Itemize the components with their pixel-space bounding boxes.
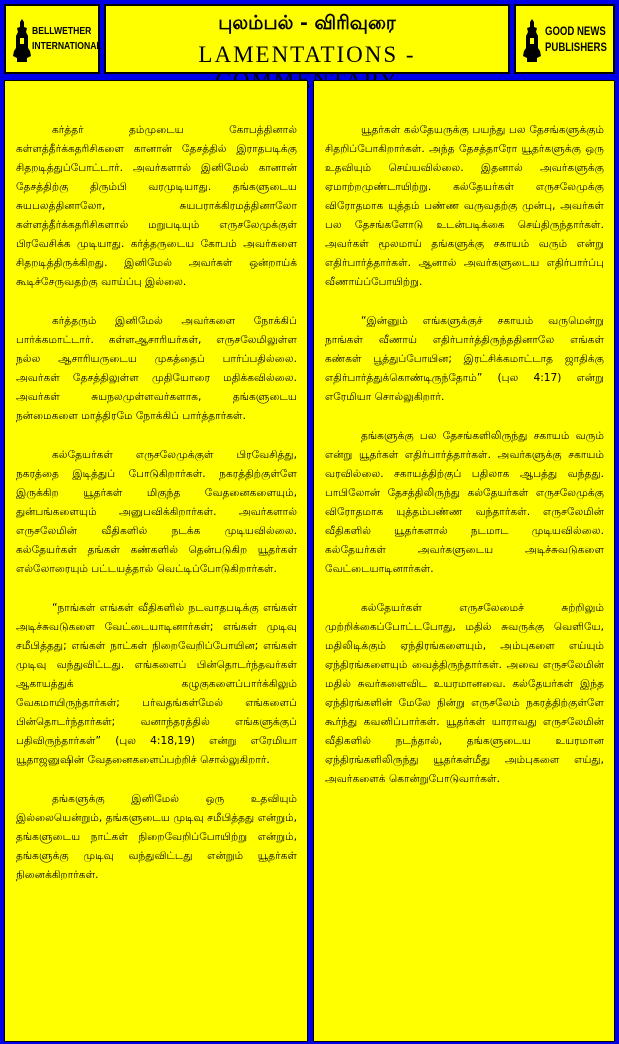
left-paragraph-5: தங்களுக்கு இனிமேல் ஒரு உதவியும் இல்லையென்றும், தங்களுடைய முடிவு சமீபித்தது என்றும், தங்களுடைய நாட்கள் நிறைவேறிப்போயிற்று என்றும், தங்களுக்கு முடிவு வந்துவிட்டது என்றும் யூதர்கள் நினைக்கிறார்கள்.	[16, 793, 297, 881]
logo-right	[514, 4, 615, 74]
left-paragraph-1: கர்த்தர் தம்முடைய கோபத்தினால் கள்ளத்தீர்க்கதரிசிகளை கானான் தேசத்தில் இராதபடிக்கு சிதறடித்துப்போட்டார். அவர்களால் இனிமேல் கானான் தேசத்திற்கு திரும்பி வரமுடியாது. தங்களுடைய சுயபலத்தினாலோ, சுயபராக்கிரமத்தினாலோ கள்ளத்தீர்க்கதரிசிகளால் மறுபடியும் எருசலேமுக்குள் பிரவேசிக்க முடியாது. கர்த்தருடைய கோபம் அவர்களை சிதறடித்திருக்கிறது. இனிமேல் அவர்கள் ஒன்றாய்க் கூடிச்சேருவதற்கு வாய்ப்பு இல்லை.	[16, 124, 297, 288]
publisher-icon	[521, 18, 543, 64]
left-paragraph-2: கர்த்தரும் இனிமேல் அவர்களை நோக்கிப் பார்க்கமாட்டார். கள்ளஆசாரியர்கள், எருசலேமிலுள்ள நல்ல ஆசாரியருடைய முகத்தைப் பார்ப்பதில்லை. அவர்கள் தேசத்திலுள்ள முதியோரை மதிக்கவில்லை. அவர்கள் சுயநலமுள்ளவர்களாக, தங்களுடைய நன்மைகளை மாத்திரமே நோக்கிப் பார்த்தார்கள்.	[16, 315, 297, 422]
logo-left-line2: INTERNATIONAL	[32, 40, 102, 52]
page-header	[104, 4, 510, 74]
left-column	[4, 80, 308, 1042]
right-paragraph-3: தங்களுக்கு பல தேசங்களிலிருந்து சகாயம் வரும் என்று யூதர்கள் எதிர்பார்த்தார்கள். அவர்களுக்கு சகாயம் வரவில்லை. சகாயத்திற்குப் பதிலாக ஆபத்து வந்தது. பாபிலோன் தேசத்திலிருந்து கல்தேயர்கள் எருசலேமுக்கு விரோதமாக யுத்தம்பண்ண வந்தார்கள். எருசலேமின் வீதிகளில் யூதர்களால் நடமாட முடியவில்லை. கல்தேயர்கள் அவர்களுடைய அடிச்சுவடுகளை வேட்டையாடினார்கள்.	[325, 430, 604, 575]
left-paragraph-4: “நாங்கள் எங்கள் வீதிகளில் நடவாதபடிக்கு எங்கள் அடிச்சுவடுகளை வேட்டையாடினார்கள்; எங்கள் முடிவு சமீபித்தது; எங்கள் நாட்கள் நிறைவேறிப்போயின; எங்கள் முடிவு வந்துவிட்டது. எங்களைப் பின்தொடர்ந்தவர்கள் ஆகாயத்துக் கழுகுகளைப்பார்க்கிலும் வேகமாயிருந்தார்கள்; பர்வதங்கள்மேல் எங்களைப் பின்தொடர்ந்தார்கள்; வனாந்தரத்தில் எங்களுக்குப் பதிவிருந்தார்கள்” (புல 4:18,19) என்று எரேமியா யூதாஜனுஷின் வேதனைகளைப்பற்றிச் சொல்லுகிறார்.	[16, 602, 297, 766]
right-paragraph-2: “இன்னும் எங்களுக்குச் சகாயம் வருமென்று நாங்கள் வீணாய் எதிர்பார்த்திருந்ததினாலே எங்கள் கண்கள் பூத்துப்போயின; இரட்சிக்கமாட்டாத ஜாதிக்கு எதிர்பார்த்துக்கொண்டிருந்தோம்” (புல 4:17) என்று எரேமியா சொல்லுகிறார்.	[325, 315, 604, 403]
left-paragraph-3: கல்தேயர்கள் எருசலேமுக்குள் பிரவேசித்து, நகரத்தை இடித்துப் போடுகிறார்கள். நகரத்திற்குள்ளே இருக்கிற யூதர்கள் மிகுந்த வேதனைகளையும், துன்பங்களையும் அனுபவிக்கிறார்கள். அவர்களால் எருசலேமின் வீதிகளில் நடக்க முடியவில்லை. கல்தேயர்கள் தங்கள் கண்களில் தென்படுகிற யூதர்கள் எல்லோரையும் பட்டயத்தால் வெட்டிப்போடுகிறார்கள்.	[16, 449, 297, 575]
logo-right-line1: GOOD NEWS	[545, 24, 606, 38]
logo-left	[4, 4, 100, 74]
right-paragraph-1: யூதர்கள் கல்தேயருக்கு பயந்து பல தேசங்களுக்கும் சிதறிப்போகிறார்கள். அந்த தேசத்தாரோ யூதர்களுக்கு ஒரு உதவியும் செய்யவில்லை. இதனால் அவர்களுக்கு ஏமாற்றமுண்டாயிற்று. கல்தேயர்கள் எருசலேமுக்கு விரோதமாக யுத்தம் பண்ண வருவதற்கு முன்பு, அவர்கள் பல தேசங்களோடு உடன்படிக்கை செய்திருந்தார்கள். அவர்கள் மூலமாய் தங்களுக்கு சகாயம் வரும் என்று எதிர்பார்த்தார்கள். ஆனால் அவர்களுடைய எதிர்பார்ப்பு வீணாய்ப்போயிற்று.	[325, 124, 604, 288]
bellwether-icon	[11, 18, 33, 64]
right-column	[313, 80, 615, 1042]
page-title-english: LAMENTATIONS -	[198, 42, 416, 67]
logo-right-line2: PUBLISHERS	[545, 40, 607, 54]
right-paragraph-4: கல்தேயர்கள் எருசலேமைச் சுற்றிலும் முற்றிக்கைப்போட்டபோது, மதில் சுவருக்கு வெளியே, மதிலிடிக்கும் ஏந்திரங்களையும், அம்புகளை எய்யும் ஏந்திரங்களையும் வைத்திருந்தார்கள். அவை எருசலேமின் மதில் சுவர்களைவிட உயரமானவை. கல்தேயர்கள் இந்த ஏந்திரங்களின் மேலே நின்று எருசலேம் நகரத்திற்குள்ளே கூர்ந்து கவனிப்பார்கள். யூதர்கள் யாராவது எருசலேமின் வீதிகளில் நடந்தால், தங்களுடைய உயரமான ஏந்திரங்களிலிருந்து யூதர்கள்மீது அம்புகளை எய்து, அவர்களைக் கொன்றுபோடுவார்கள்.	[325, 602, 604, 785]
page-title-tamil: புலம்பல் - விரிவுரை	[218, 12, 396, 34]
logo-left-line1: BELLWETHER	[32, 25, 92, 37]
